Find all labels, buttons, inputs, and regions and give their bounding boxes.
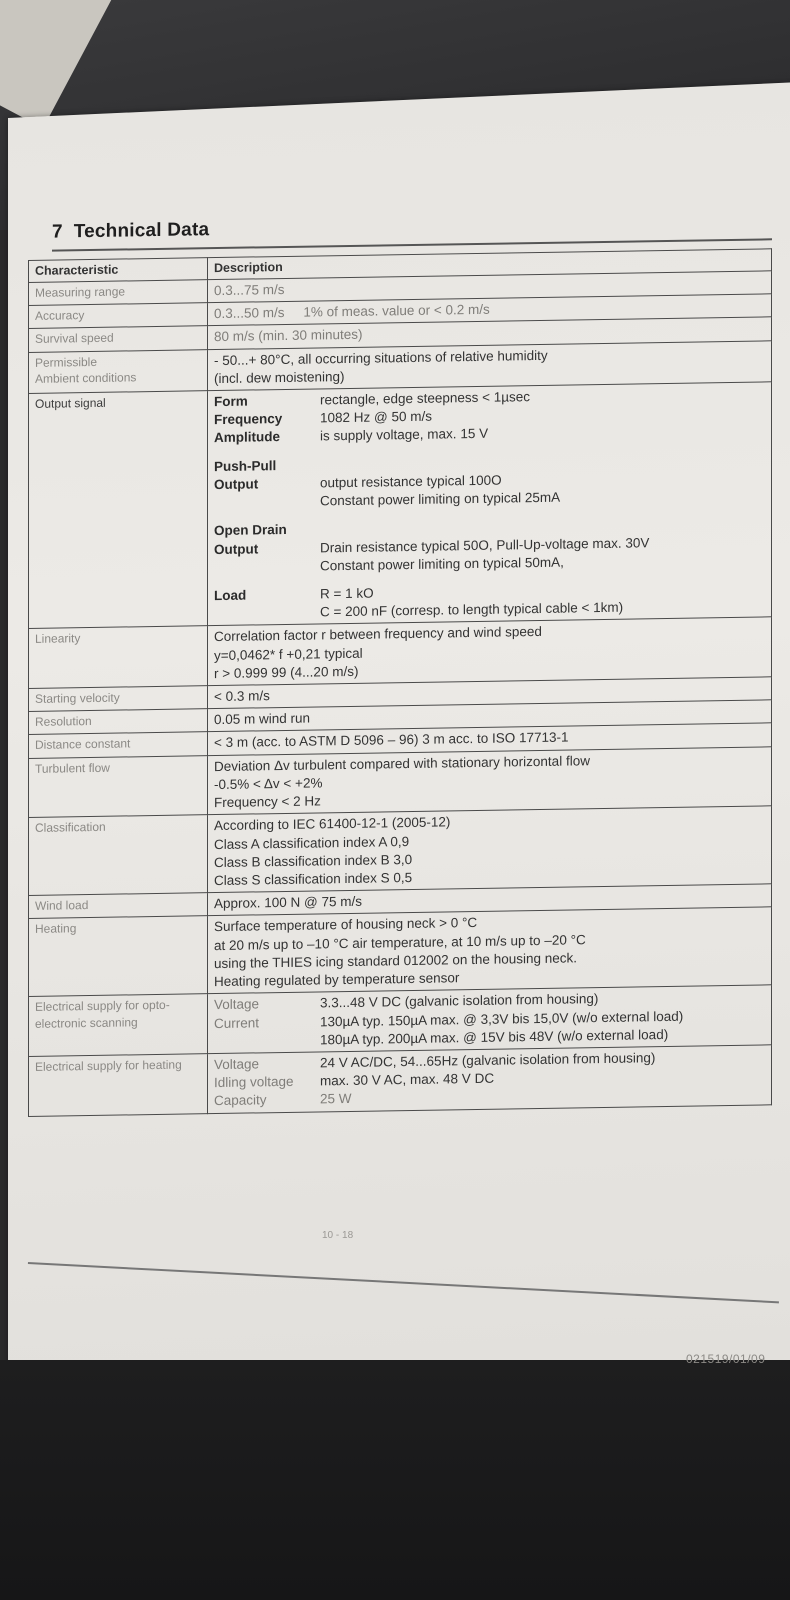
load-value-line2: C = 200 nF (corresp. to length typical cable < 1km) <box>320 599 624 620</box>
classification-line2: Class A classification index A 0,9 <box>214 833 410 852</box>
supply-opto-current-line2: 180µA typ. 200µA max. @ 15V bis 48V (w/o external load) <box>320 1026 669 1048</box>
linearity-line1: Correlation factor r between frequency and wind speed <box>214 624 542 645</box>
row-value-measuring-range: 0.3...75 m/s <box>208 271 772 303</box>
row-label-classification: Classification <box>29 815 208 896</box>
classification-line3: Class B classification index B 3,0 <box>214 851 413 870</box>
accuracy-range: 0.3...50 m/s <box>214 305 285 322</box>
linearity-line3: r > 0.999 99 (4...20 m/s) <box>214 663 359 681</box>
supply-opto-current-line1: 130µA typ. 150µA max. @ 3,3V bis 15,0V (w/o external load) <box>320 1008 684 1029</box>
heating-line2: at 20 m/s up to –10 °C air temperature, at 10 m/s up to –20 °C <box>214 931 586 953</box>
row-label-turbulent-flow: Turbulent flow <box>29 755 208 817</box>
row-label-distance-constant: Distance constant <box>29 732 208 758</box>
ambient-label-line1: Permissible <box>35 354 98 370</box>
heating-line1: Surface temperature of housing neck > 0 °C <box>214 915 478 935</box>
page-number: 10 - 18 <box>322 1230 354 1241</box>
supply-opto-current-key: Current <box>214 1014 260 1031</box>
row-value-distance-constant: < 3 m (acc. to ASTM D 5096 – 96) 3 m acc. to ISO 17713-1 <box>208 723 772 755</box>
open-drain-value <box>320 514 765 576</box>
frequency-value: 1082 Hz @ 50 m/s <box>320 408 433 426</box>
accuracy-tolerance: 1% of meas. value or < 0.2 m/s <box>303 301 490 320</box>
row-label-accuracy: Accuracy <box>29 303 208 329</box>
row-value-classification <box>208 806 772 893</box>
row-value-heating <box>208 907 772 994</box>
push-pull-key-line1: Push-Pull <box>214 457 277 474</box>
turbulent-line2: -0.5% < Δv < +2% <box>214 775 323 792</box>
row-value-output-signal <box>208 382 772 626</box>
classification-line4: Class S classification index S 0,5 <box>214 869 413 889</box>
push-pull-key-line2: Output <box>214 476 259 492</box>
row-label-heating: Heating <box>29 916 208 997</box>
row-label-supply-opto: Electrical supply for opto-electronic scanning <box>29 994 208 1056</box>
row-label-linearity: Linearity <box>29 626 208 688</box>
supply-heating-capacity-key: Capacity <box>214 1092 267 1109</box>
row-label-resolution: Resolution <box>29 709 208 735</box>
turbulent-line3: Frequency < 2 Hz <box>214 793 321 811</box>
linearity-line2: y=0,0462* f +0,21 typical <box>214 645 363 663</box>
row-label-wind-load: Wind load <box>29 893 208 919</box>
open-drain-value-line1: Drain resistance typical 50O, Pull-Up-voltage max. 30V <box>320 534 650 555</box>
table-row <box>29 382 772 629</box>
table-row <box>29 1045 772 1116</box>
row-label-survival-speed: Survival speed <box>29 326 208 352</box>
row-value-starting-velocity: < 0.3 m/s <box>208 677 772 709</box>
load-value <box>320 578 765 621</box>
supply-heating-grid <box>214 1047 765 1110</box>
table-row <box>29 907 772 997</box>
col-header-characteristic: Characteristic <box>29 258 208 283</box>
row-label-starting-velocity: Starting velocity <box>29 686 208 712</box>
load-key: Load <box>214 587 247 604</box>
row-label-measuring-range: Measuring range <box>29 280 208 306</box>
supply-opto-grid <box>214 988 765 1051</box>
classification-line1: According to IEC 61400-12-1 (2005-12) <box>214 814 451 834</box>
section-number: 7 <box>52 221 63 243</box>
supply-opto-voltage-key: Voltage <box>214 996 260 1013</box>
amplitude-key: Amplitude <box>214 429 280 446</box>
row-value-linearity <box>208 617 772 686</box>
form-key: Form <box>214 393 248 410</box>
push-pull-value-line1: output resistance typical 100O <box>320 472 502 491</box>
section-title: Technical Data <box>73 219 210 243</box>
row-label-output-signal: Output signal <box>29 391 208 629</box>
row-label-ambient <box>29 349 208 393</box>
page-content <box>28 210 780 1116</box>
table-row <box>29 806 772 896</box>
ambient-value-line2: (incl. dew moistening) <box>214 368 345 386</box>
load-value-line1: R = 1 kO <box>320 585 374 602</box>
row-value-supply-heating <box>208 1045 772 1114</box>
push-pull-value-line2: Constant power limiting on typical 25mA <box>320 489 561 509</box>
row-value-turbulent-flow <box>208 747 772 816</box>
supply-opto-voltage-value: 3.3...48 V DC (galvanic isolation from housing) <box>320 991 599 1011</box>
amplitude-value: is supply voltage, max. 15 V <box>320 426 489 444</box>
supply-heating-idle-value: max. 30 V AC, max. 48 V DC <box>320 1070 495 1089</box>
ambient-value-line1: - 50...+ 80°C, all occurring situations of relative humidity <box>214 347 548 368</box>
technical-data-table <box>28 248 772 1116</box>
form-value: rectangle, edge steepness < 1µsec <box>320 389 531 408</box>
row-value-survival-speed: 80 m/s (min. 30 minutes) <box>208 317 772 349</box>
row-value-resolution: 0.05 m wind run <box>208 700 772 732</box>
open-drain-key-line2: Output <box>214 540 259 557</box>
row-value-supply-opto <box>208 985 772 1054</box>
supply-heating-voltage-value: 24 V AC/DC, 54...65Hz (galvanic isolation from housing) <box>320 1050 656 1071</box>
ambient-label-line2: Ambient conditions <box>35 370 137 386</box>
supply-heating-idle-key: Idling voltage <box>214 1074 294 1091</box>
heating-line4: Heating regulated by temperature sensor <box>214 970 460 990</box>
row-value-wind-load: Approx. 100 N @ 75 m/s <box>208 884 772 916</box>
open-drain-value-line2: Constant power limiting on typical 50mA, <box>320 554 564 574</box>
row-label-supply-heating: Electrical supply for heating <box>29 1054 208 1116</box>
supply-opto-current-value <box>320 1006 765 1049</box>
supply-heating-voltage-key: Voltage <box>214 1056 260 1073</box>
heating-line3: using the THIES icing standard 012002 on the housing neck. <box>214 950 577 971</box>
push-pull-key <box>214 456 314 512</box>
open-drain-key-line1: Open Drain <box>214 522 287 539</box>
frequency-key: Frequency <box>214 411 283 428</box>
background-surface <box>0 1360 790 1600</box>
supply-heating-capacity-value: 25 W <box>320 1091 352 1107</box>
document-code: 021519/01/09 <box>686 1352 766 1366</box>
turbulent-line1: Deviation Δv turbulent compared with stationary horizontal flow <box>214 752 590 774</box>
col-header-description: Description <box>208 249 772 280</box>
push-pull-value <box>320 449 765 511</box>
output-signal-grid <box>214 384 765 623</box>
open-drain-key <box>214 521 314 577</box>
